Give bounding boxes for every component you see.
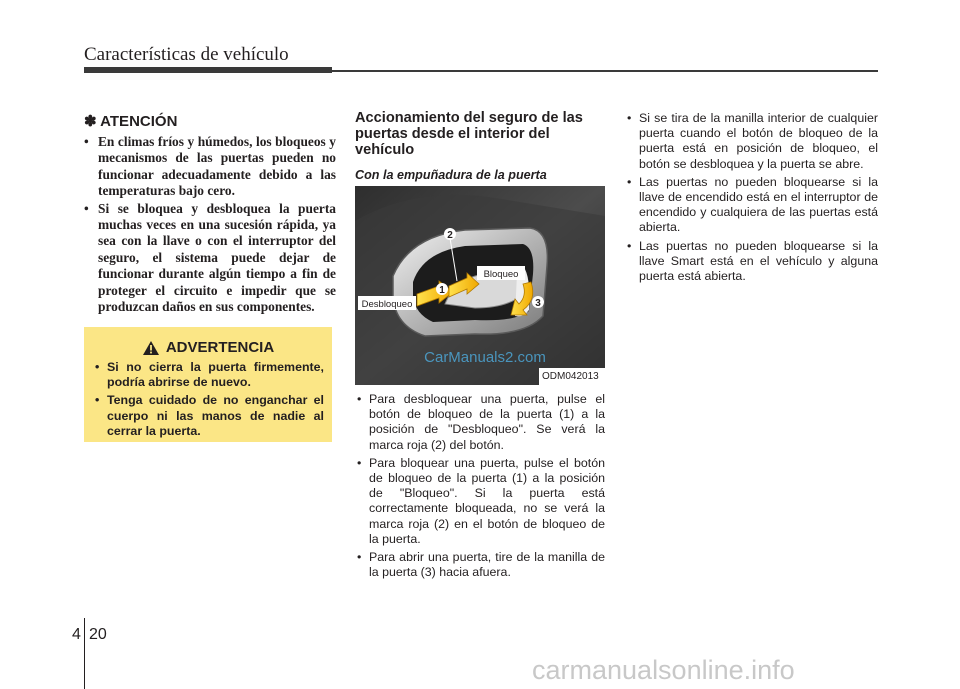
warning-item: • Tenga cuidado de no enganchar el cuerpo ni las manos de nadie al cerrar la puerta. xyxy=(92,393,324,439)
callout-1: 1 xyxy=(439,285,445,296)
warning-title: ADVERTENCIA xyxy=(165,339,275,356)
callout-2: 2 xyxy=(447,230,453,241)
warning-list xyxy=(92,360,324,439)
note-item: • Las puertas no pueden bloquearse si la llave Smart está en el vehículo y alguna puerta está abierta. xyxy=(625,239,878,285)
instruction-item: • Para abrir una puerta, tire de la manilla de la puerta (3) hacia afuera. xyxy=(355,550,605,580)
warning-item: • Si no cierra la puerta firmemente, podría abrirse de nuevo. xyxy=(92,360,324,390)
figure-watermark: CarManuals2.com xyxy=(424,349,546,366)
attention-section xyxy=(84,112,336,316)
attention-item: • En climas fríos y húmedos, los bloqueos y mecanismos de las puertas pueden no funcionar adecuadamente debido a las temperaturas bajo cero. xyxy=(84,134,336,200)
attention-item: • Si se bloquea y desbloquea la puerta muchas veces en una sucesión rápida, ya sea con la llave o con el interruptor del seguro, el sistema puede dejar de funcionar durante algún tiempo a fin de proteger el circuito e impedir que se produzcan daños en sus componentes. xyxy=(84,201,336,316)
lock-label: Bloqueo xyxy=(483,269,519,280)
section-title: Accionamiento del seguro de las puertas desde el interior del vehículo xyxy=(355,110,583,158)
footer-watermark: carmanualsonline.info xyxy=(532,655,795,685)
notes-section xyxy=(625,111,878,287)
instructions-section xyxy=(355,392,605,583)
instructions-list xyxy=(355,392,605,580)
chapter-number: 4 xyxy=(72,626,81,643)
figure-code: ODM042013 xyxy=(542,371,599,382)
attention-title: ✽ ATENCIÓN xyxy=(84,113,178,130)
door-handle-figure xyxy=(355,186,605,385)
note-item: • Si se tira de la manilla interior de cualquier puerta cuando el botón de bloqueo de la puerta está en posición de bloqueo, el botón se desbloquea y la puerta se abre. xyxy=(625,111,878,172)
instruction-item: • Para bloquear una puerta, pulse el botón de bloqueo de la puerta (1) a la posición de "Bloqueo". Si la puerta está correctamente bloqueada, no se verá la marca roja (2) en el botón de bloqueo de la puerta. xyxy=(355,456,605,547)
note-item: • Las puertas no pueden bloquearse si la llave de encendido está en el interruptor de encendido y cualquiera de las puertas está abierta. xyxy=(625,175,878,236)
warning-header xyxy=(92,339,324,356)
warning-box xyxy=(84,327,332,442)
instruction-item: • Para desbloquear una puerta, pulse el botón de bloqueo de la puerta (1) a la posición de "Desbloqueo". Se verá la marca roja (2) del botón. xyxy=(355,392,605,453)
notes-list xyxy=(625,111,878,284)
section-heading xyxy=(355,110,605,182)
page-number: 20 xyxy=(89,626,107,643)
warning-triangle-icon xyxy=(142,340,160,356)
section-subtitle: Con la empuñadura de la puerta xyxy=(355,168,547,182)
header-rule xyxy=(332,70,878,72)
header-title: Características de vehículo xyxy=(84,44,289,65)
header-bar xyxy=(84,67,332,73)
unlock-label: Desbloqueo xyxy=(361,299,413,310)
door-handle-illustration xyxy=(355,186,605,385)
attention-list xyxy=(84,134,336,315)
callout-3: 3 xyxy=(535,298,541,309)
footer-divider xyxy=(84,618,85,689)
